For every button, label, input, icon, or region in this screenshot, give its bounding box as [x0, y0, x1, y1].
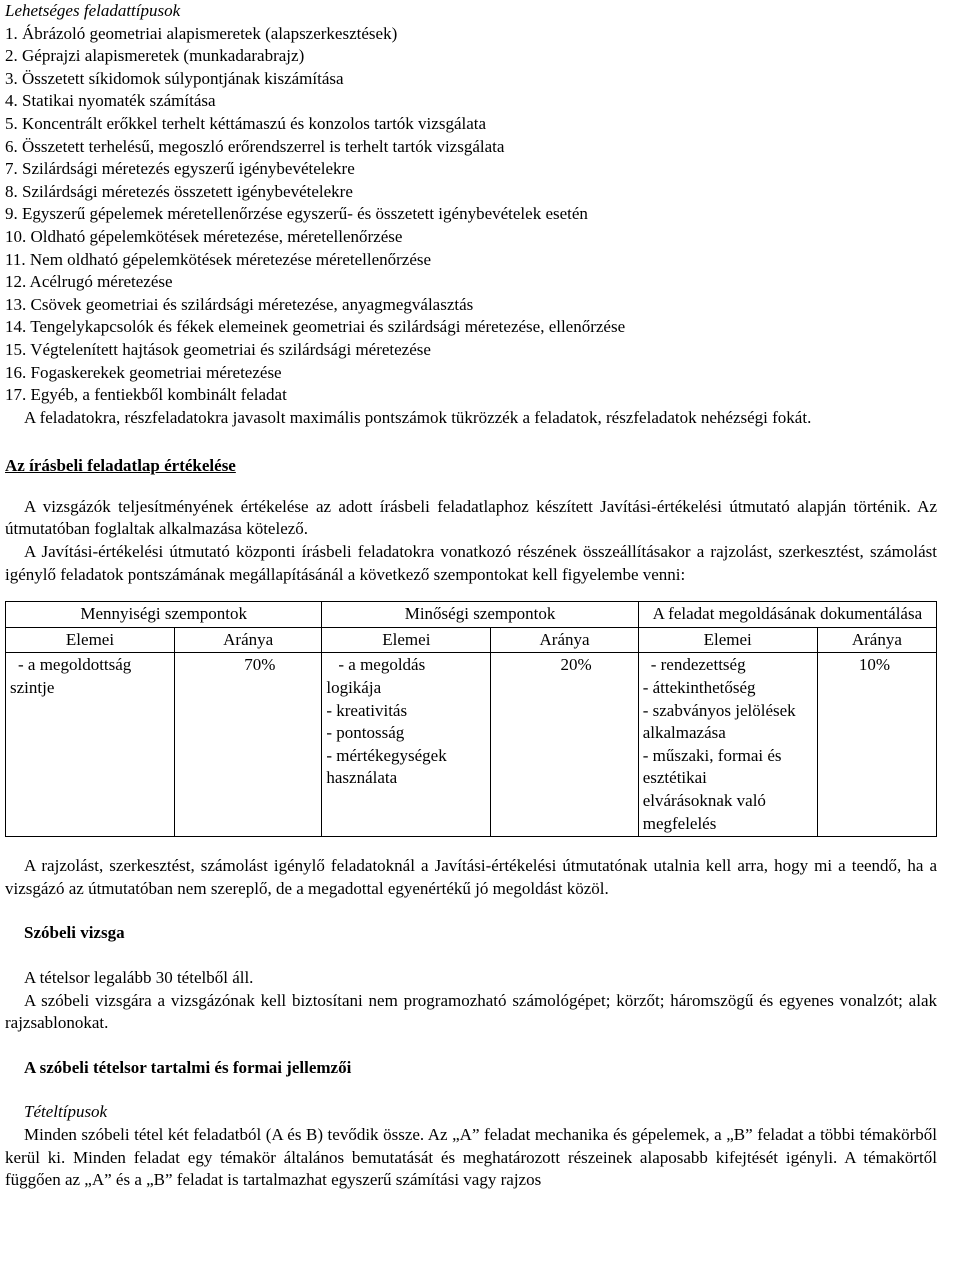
table-cell-line: megfelelés [642, 813, 717, 833]
oral-paragraph-2: A szóbeli vizsgára a vizsgázónak kell biztosítani nem programozható számológépet; körzőt; háromszögű és egyenes vonalzót; alak rajzsablonokat. [5, 990, 937, 1033]
table-header-cell: Aránya [817, 627, 936, 653]
list-item: 12. Acélrugó méretezése [5, 272, 173, 292]
list-item: 7. Szilárdsági méretezés egyszerű igénybevételekre [5, 159, 355, 179]
table-cell-line: - mértékegységek [326, 745, 447, 765]
table-cell-line: - áttekinthetőség [642, 678, 756, 698]
evaluation-heading: Az írásbeli feladatlap értékelése [5, 456, 236, 476]
list-item: 11. Nem oldható gépelemkötések méretezése méretellenőrzése [5, 249, 432, 269]
list-item: 10. Oldható gépelemkötések méretezése, méretellenőrzése [5, 226, 403, 246]
table-header-cell: Elemei [322, 627, 491, 653]
list-item: 2. Géprajzi alapismeretek (munkadarabrajz) [5, 46, 305, 66]
item-types-paragraph: Minden szóbeli tétel két feladatból (A és B) tevődik össze. Az „A” feladat mechanika és gépelemek, a „B” feladat a többi témakörből kerül ki. Minden feladat egy témakör általános bemutatását és meghatározott részeinek alaposabb kifejtését igényli. A témakörtől függően az „A” és a „B” feladat is tartalmazhat egyszerű számítási vagy rajzos [5, 1124, 937, 1190]
oral-set-heading: A szóbeli tételsor tartalmi és formai jellemzői [24, 1057, 352, 1077]
table-header-cell: Elemei [638, 627, 817, 653]
list-item: 8. Szilárdsági méretezés összetett igénybevételekre [5, 181, 353, 201]
table-group-quality: Minőségi szempontok [322, 602, 638, 628]
table-cell-line: logikája [326, 678, 382, 698]
table-group-header-row [6, 602, 937, 628]
list-item: 5. Koncentrált erőkkel terhelt kéttámaszú és konzolos tartók vizsgálata [5, 113, 487, 133]
quality-ratio-cell: 20% [491, 653, 638, 837]
table-cell-line: - rendezettség [650, 655, 746, 675]
table-header-cell: Aránya [491, 627, 638, 653]
table-cell-line: - a megoldottság [18, 655, 132, 675]
table-header-cell: Elemei [6, 627, 175, 653]
evaluation-paragraph-1: A vizsgázók teljesítményének értékelése az adott írásbeli feladatlaphoz készített Javítási-értékelési útmutató alapján történik. Az útmutatóban foglaltak alkalmazása kötelező. [5, 496, 937, 539]
quantity-ratio-cell: 70% [175, 653, 322, 837]
table-cell-line: használata [326, 768, 398, 788]
list-item: 3. Összetett síkidomok súlypontjának kiszámítása [5, 68, 344, 88]
table-sub-header-row [6, 627, 937, 653]
table-cell-line: - szabványos jelölések [642, 700, 796, 720]
documentation-elements-cell [638, 653, 817, 837]
list-item: 16. Fogaskerekek geometriai méretezése [5, 362, 282, 382]
item-types-title: Tételtípusok [24, 1102, 108, 1122]
list-item: 15. Végtelenített hajtások geometriai és szilárdsági méretezése [5, 339, 431, 359]
table-row [6, 653, 937, 837]
list-item: 9. Egyszerű gépelemek méretellenőrzése egyszerű- és összetett igénybevételek esetén [5, 204, 588, 224]
criteria-table [5, 601, 937, 837]
list-item: 13. Csövek geometriai és szilárdsági méretezése, anyagmegválasztás [5, 294, 474, 314]
table-cell-line: esztétikai [642, 768, 707, 788]
table-cell-line: elvárásoknak való [642, 791, 766, 810]
table-cell-line: alkalmazása [642, 723, 726, 743]
documentation-ratio-cell: 10% [817, 653, 936, 837]
oral-paragraph-1: A tételsor legalább 30 tételből áll. [24, 967, 254, 987]
points-paragraph: A feladatokra, részfeladatokra javasolt maximális pontszámok tükrözzék a feladatok, részfeladatok nehézségi fokát. [24, 407, 812, 427]
list-item: 6. Összetett terhelésű, megoszló erőrendszerrel is terhelt tartók vizsgálata [5, 136, 505, 156]
document-page [5, 0, 937, 1192]
table-cell-line: - a megoldás [338, 655, 426, 675]
after-table-paragraph: A rajzolást, szerkesztést, számolást igénylő feladatoknál a Javítási-értékelési útmutatónak utalnia kell arra, hogy mi a teendő, ha a vizsgázó az útmutatóban nem szereplő, de a megadottal egyenértékű jó megoldást közöl. [5, 856, 937, 898]
task-types-list [5, 23, 937, 407]
list-item: 14. Tengelykapcsolók és fékek elemeinek geometriai és szilárdsági méretezése, ellenőrzése [5, 317, 626, 337]
table-cell-line: szintje [10, 678, 55, 698]
list-item: 4. Statikai nyomaték számítása [5, 91, 216, 111]
task-types-title: Lehetséges feladattípusok [5, 1, 181, 20]
list-item: 17. Egyéb, a fentiekből kombinált feladat [5, 385, 287, 405]
quantity-elements-cell [6, 653, 175, 837]
quality-elements-cell [322, 653, 491, 837]
table-group-quantity: Mennyiségi szempontok [6, 602, 322, 628]
oral-exam-heading: Szóbeli vizsga [24, 923, 125, 943]
table-cell-line: - műszaki, formai és [642, 745, 782, 765]
table-group-documentation: A feladat megoldásának dokumentálása [638, 602, 936, 628]
evaluation-paragraph-2: A Javítási-értékelési útmutató központi írásbeli feladatokra vonatkozó részének összeállításakor a rajzolást, szerkesztést, számolást igénylő feladatok pontszámának megállapításánál a következő szempontokat kell figyelembe venni: [5, 542, 937, 584]
table-cell-line: - pontosság [326, 723, 405, 743]
list-item: 1. Ábrázoló geometriai alapismeretek (alapszerkesztések) [5, 23, 398, 43]
table-cell-line: - kreativitás [326, 700, 408, 720]
table-header-cell: Aránya [175, 627, 322, 653]
